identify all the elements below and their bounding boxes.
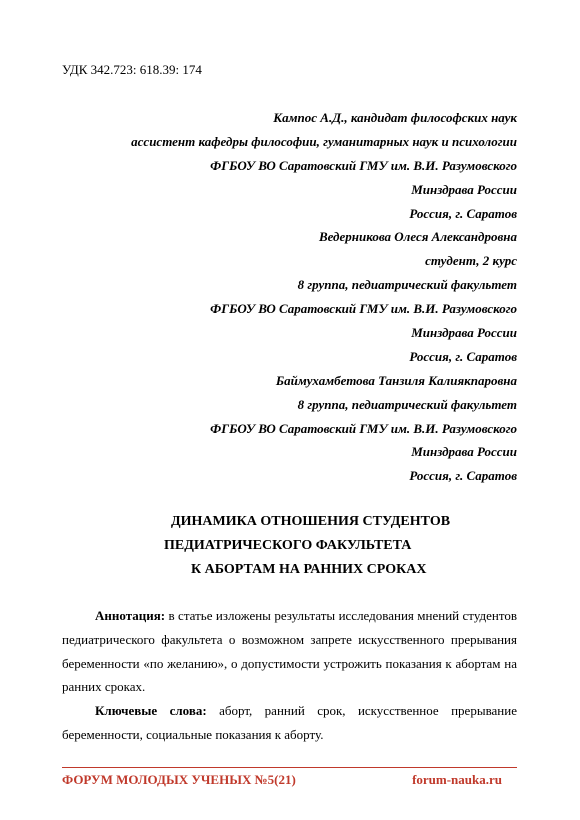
footer-divider	[62, 767, 517, 768]
annotation-label: Аннотация:	[95, 608, 166, 623]
title-line: К АБОРТАМ НА РАННИХ СРОКАХ	[191, 562, 427, 577]
keywords-text: аборт, ранний срок, искусственное прерывание беременности, социальные показания к аборту.	[62, 703, 517, 742]
author-line: Кампос А.Д., кандидат философских наук	[273, 110, 517, 125]
author-line: 8 группа, педиатрический факультет	[297, 277, 517, 293]
author-line: Минздрава России	[411, 181, 517, 197]
author-line: Ведерникова Олеся Александровна	[318, 229, 517, 245]
author-line: ассистент кафедры философии, гуманитарных наук и психологии	[131, 133, 517, 149]
author-line: Баймухамбетова Танзиля Калиякпаровна	[275, 372, 517, 388]
keywords-paragraph	[62, 699, 517, 747]
title-line: ДИНАМИКА ОТНОШЕНИЯ СТУДЕНТОВ	[171, 514, 451, 529]
author-line: Минздрава России	[411, 325, 517, 341]
annotation-paragraph	[62, 604, 517, 699]
udk-code: УДК 342.723: 618.39: 174	[62, 62, 202, 77]
author-line: студент, 2 курс	[425, 253, 517, 269]
abstract-section	[62, 604, 517, 747]
annotation-text: в статье изложены результаты исследования мнений студентов педиатрического факультета о возможном запрете искусственного прерывания беременности «по желанию», о допустимости устрожить показания к абортам на ранних сроках.	[62, 608, 517, 695]
author-line: ФГБОУ ВО Саратовский ГМУ им. В.И. Разумовского	[210, 157, 517, 173]
journal-name: ФОРУМ МОЛОДЫХ УЧЕНЫХ №5(21)	[62, 772, 296, 787]
author-line: Россия, г. Саратов	[409, 468, 517, 484]
author-block	[131, 110, 517, 492]
journal-website: forum-nauka.ru	[412, 772, 502, 787]
author-line: 8 группа, педиатрический факультет	[297, 396, 517, 412]
author-line: Минздрава России	[411, 444, 517, 460]
author-line: Россия, г. Саратов	[409, 348, 517, 364]
title-line: ПЕДИАТРИЧЕСКОГО ФАКУЛЬТЕТА	[164, 538, 412, 553]
author-line: ФГБОУ ВО Саратовский ГМУ им. В.И. Разумовского	[210, 301, 517, 317]
keywords-label: Ключевые слова:	[95, 703, 207, 719]
author-line: Россия, г. Саратов	[409, 205, 517, 221]
author-line: ФГБОУ ВО Саратовский ГМУ им. В.И. Разумовского	[210, 420, 517, 436]
